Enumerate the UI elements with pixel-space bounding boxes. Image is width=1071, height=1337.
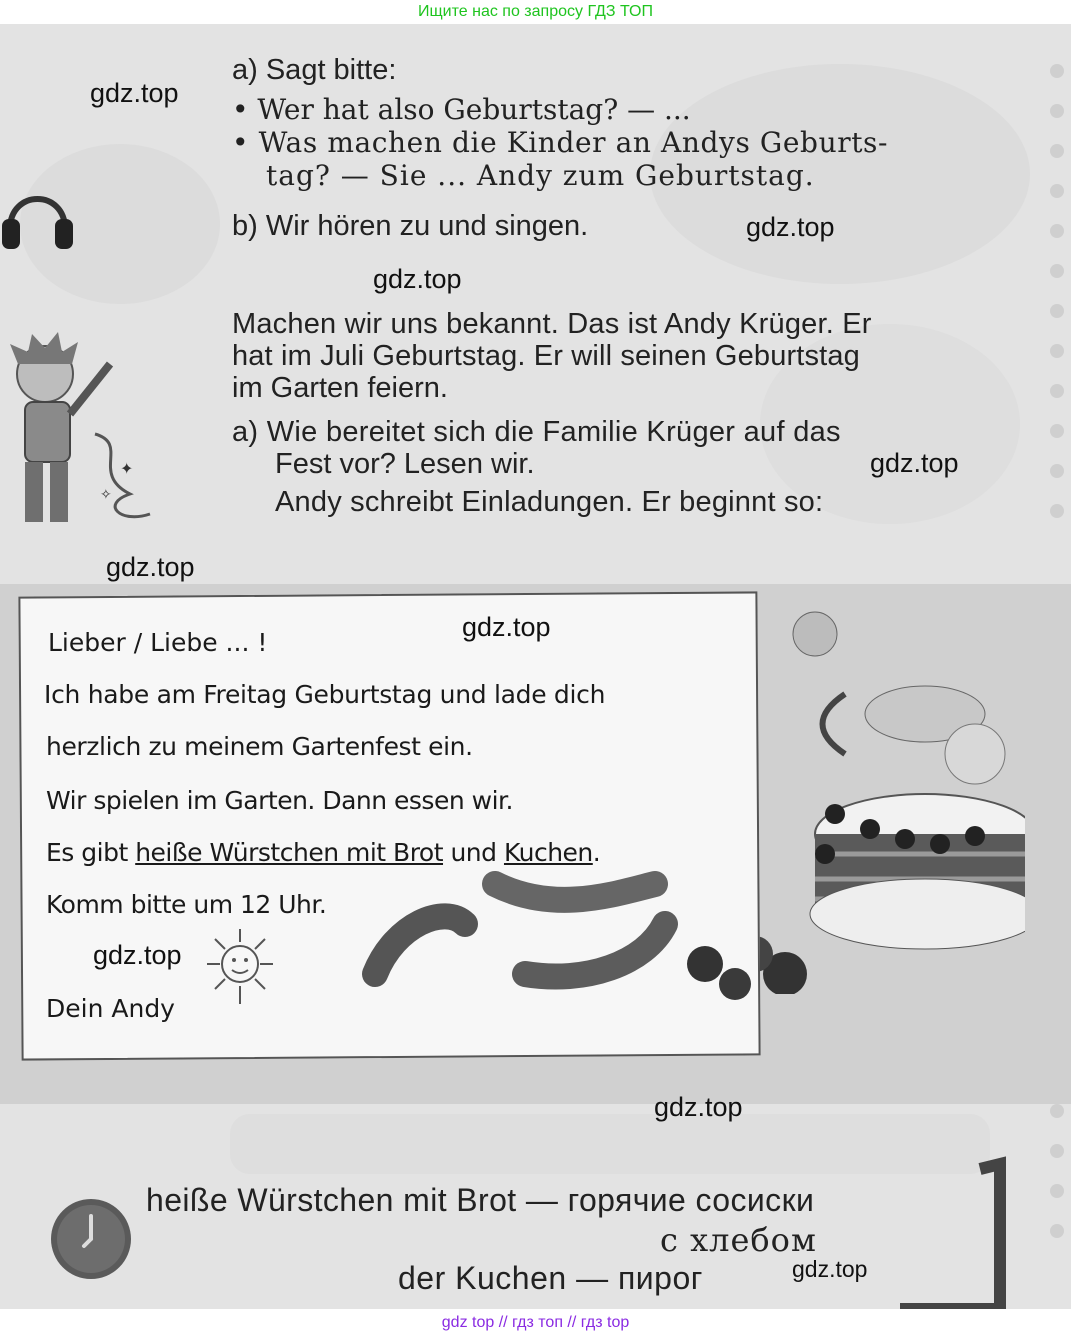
intro-line-1: Machen wir uns bekannt. Das ist Andy Krüger. Er xyxy=(232,308,872,340)
watermark: gdz.top xyxy=(90,78,179,108)
vocab-frame xyxy=(900,1144,1020,1309)
clock-icon xyxy=(46,1194,136,1284)
boy-illustration xyxy=(0,324,160,544)
intro-line-3: im Garten feiern. xyxy=(232,372,448,404)
watermark: gdz.top xyxy=(870,448,959,478)
letter-greeting: Lieber / Liebe ... ! xyxy=(48,628,268,657)
watermark: gdz.top xyxy=(373,264,462,294)
question-what-children-do: • Was machen die Kinder an Andys Geburts- xyxy=(232,126,889,159)
vocab-cake: der Kuchen — пирог xyxy=(398,1260,703,1296)
sun-doodle-icon xyxy=(205,924,275,1014)
task-a-line-1: a) Wie bereitet sich die Familie Krüger auf das xyxy=(232,416,841,448)
svg-text:✧: ✧ xyxy=(100,486,112,502)
letter-food-sausages: heiße Würstchen mit Brot xyxy=(135,838,444,867)
vocab-sausages-cont: с хлебом xyxy=(660,1221,817,1259)
letter-line-time: Komm bitte um 12 Uhr. xyxy=(46,890,327,919)
headphones-icon xyxy=(0,174,75,254)
letter-line-food xyxy=(46,838,600,867)
top-banner: Ищите нас по запросу ГДЗ ТОП xyxy=(0,0,1071,24)
intro-line-2: hat im Juli Geburtstag. Er will seinen Geburtstag xyxy=(232,340,860,372)
watermark: gdz.top xyxy=(654,1092,743,1122)
task-a-line-2: Fest vor? Lesen wir. xyxy=(275,448,535,480)
letter-line-games: Wir spielen im Garten. Dann essen wir. xyxy=(46,786,513,815)
watermark: gdz.top xyxy=(792,1256,868,1282)
question-who-birthday: • Wer hat also Geburtstag? — ... xyxy=(232,93,691,126)
letter-line-invite: herzlich zu meinem Gartenfest ein. xyxy=(46,732,473,761)
letter-line-birthday: Ich habe am Freitag Geburtstag und lade dich xyxy=(44,680,606,709)
watermark: gdz.top xyxy=(93,940,182,970)
letter-signature: Dein Andy xyxy=(46,994,175,1023)
exercise-b-label: b) Wir hören zu und singen. xyxy=(232,210,589,242)
letter-food-end: . xyxy=(592,838,601,867)
textbook-page xyxy=(0,24,1071,1309)
cake-illustration xyxy=(755,594,1025,994)
bottom-banner: gdz top // гдз топ // гдз top xyxy=(0,1309,1071,1337)
bg-shape xyxy=(230,1114,990,1174)
svg-text:✦: ✦ xyxy=(120,461,134,478)
question-what-children-do-cont: tag? — Sie ... Andy zum Geburtstag. xyxy=(266,159,815,192)
letter-food-pre: Es gibt xyxy=(46,838,136,867)
sausages-illustration xyxy=(355,864,775,1004)
task-a-line-3: Andy schreibt Einladungen. Er beginnt so: xyxy=(275,486,824,518)
letter-food-cake: Kuchen xyxy=(503,838,593,867)
watermark: gdz.top xyxy=(746,212,835,242)
watermark: gdz.top xyxy=(462,612,551,642)
vocab-sausages: heiße Würstchen mit Brot — горячие сосиски xyxy=(146,1182,815,1218)
watermark: gdz.top xyxy=(106,552,195,582)
exercise-a-label: a) Sagt bitte: xyxy=(232,54,397,86)
letter-food-mid: und xyxy=(443,838,504,867)
